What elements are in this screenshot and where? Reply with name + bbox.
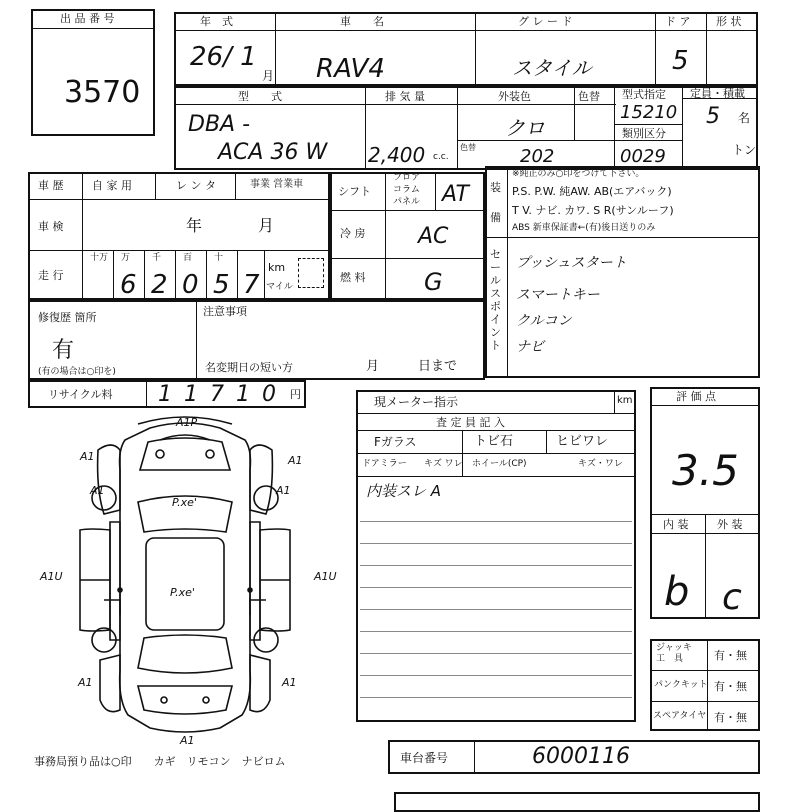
- equipment-note: ※純正のみ○印をつけて下さい。: [512, 169, 645, 179]
- diagram-mark: A1: [276, 484, 291, 497]
- chassis-label: 車台番号: [400, 751, 449, 765]
- exterior-value: クロ: [505, 116, 545, 140]
- recycle-digit: 0: [262, 382, 276, 407]
- color-change-label: 色替: [460, 143, 476, 152]
- model-value-2: ACA 36 W: [218, 140, 328, 165]
- mileage-label: 走 行: [38, 269, 64, 282]
- exterior-value: c: [722, 577, 742, 618]
- history-option-private: 自 家 用: [92, 179, 132, 192]
- notes-label: 注意事項: [203, 305, 247, 318]
- exterior-label: 外装色: [498, 90, 531, 103]
- diagram-mark: A1: [288, 454, 303, 467]
- mileage-unit-1k: 千: [152, 253, 162, 263]
- ac-value: AC: [418, 224, 449, 249]
- interior-label: 内 装: [663, 518, 689, 531]
- meter-label: 現メーター指示: [374, 395, 459, 409]
- fuel-label: 燃 料: [340, 271, 366, 284]
- bottom-box: [394, 792, 760, 812]
- recycle-unit: 円: [290, 388, 301, 401]
- equipment-label: 装 備: [490, 181, 501, 224]
- year-month-unit: 月: [262, 69, 275, 83]
- inspector-remark: 内装スレ A: [366, 482, 442, 500]
- diagram-mark: A1: [80, 450, 95, 463]
- equipment-row-2: T V. ナビ. カワ. S R(サンルーフ): [512, 204, 674, 217]
- mileage-digit: 5: [213, 270, 230, 300]
- lot-number: 3570: [64, 75, 141, 110]
- mileage-digit: 2: [151, 270, 168, 300]
- mileage-digit: 6: [120, 270, 137, 300]
- due-label: 名変期日の短い方: [205, 361, 293, 374]
- inspection-year-unit: 年: [186, 216, 203, 235]
- inspector-label: 査 定 員 記 入: [436, 416, 505, 429]
- mileage-unit-100: 百: [183, 253, 193, 263]
- recycle-digit: 1: [184, 382, 198, 407]
- wheel-label: ホイール(CP): [472, 459, 527, 469]
- doors-value: 5: [672, 46, 689, 76]
- class-label: 類別区分: [622, 127, 666, 140]
- equipment-row-1: P.S. P.W. 純AW. AB(エアバック): [512, 185, 672, 198]
- sales-point: スマートキー: [516, 287, 600, 303]
- tool-puncture-label: パンクキット: [654, 680, 708, 690]
- chassis-value: 6000116: [532, 744, 630, 769]
- history-option-rental: レ ン タ: [176, 179, 216, 192]
- year-value: 26/ 1: [190, 42, 257, 72]
- sales-point: ナビ: [516, 339, 544, 355]
- repair-value: 有: [52, 338, 75, 363]
- mileage-unit-10: 十: [214, 253, 224, 263]
- shape-label: 形 状: [716, 15, 742, 28]
- mile-checkbox: [298, 258, 324, 288]
- shift-value: AT: [442, 182, 469, 207]
- capacity-label: 定員・積載: [690, 87, 745, 100]
- chip-label: トビ石: [474, 434, 514, 449]
- diagram-note: P.xe': [172, 496, 197, 509]
- tool-spare-label: スペアタイヤ: [653, 711, 707, 721]
- meter-unit: km: [617, 395, 633, 406]
- equipment-row-3: ABS 新車保証書←(有)後日送りのみ: [512, 223, 656, 233]
- engine-unit: c.c.: [433, 152, 449, 162]
- diagram-mark: A1: [180, 734, 195, 747]
- grade-label: グ レ ー ド: [518, 15, 573, 28]
- front-glass-label: Fガラス: [374, 435, 417, 449]
- car-label: 車 名: [340, 15, 384, 28]
- crack-label: ヒビワレ: [556, 434, 609, 449]
- model-value-1: DBA -: [188, 112, 251, 137]
- car-diagram: [20, 410, 350, 750]
- due-month: 月: [366, 359, 380, 374]
- mileage-digit: 0: [182, 270, 199, 300]
- tool-jack-label: ジャッキ 工 具: [656, 643, 692, 664]
- diagram-mark: A1P: [176, 416, 198, 429]
- type-spec-label: 型式指定: [622, 88, 666, 101]
- due-day: 日まで: [418, 359, 458, 374]
- grade-value: 3.5: [672, 446, 739, 495]
- grade-label: 評 価 点: [676, 390, 716, 403]
- repair-note: (有の場合は○印を): [38, 367, 116, 377]
- diagram-mark: A1U: [40, 570, 63, 583]
- class-value: 0029: [620, 146, 666, 167]
- recycle-digit: 7: [210, 382, 224, 407]
- diagram-note: P.xe': [170, 586, 195, 599]
- lot-label: 出 品 番 号: [60, 12, 115, 25]
- shift-label: シフト: [338, 185, 371, 198]
- mileage-unit-100k: 十万: [90, 253, 109, 263]
- mirror-label: ドアミラー: [362, 459, 407, 469]
- color-code-value: 202: [520, 146, 555, 167]
- interior-value: b: [664, 569, 690, 615]
- doors-label: ド ア: [665, 15, 691, 28]
- sales-point: クルコン: [516, 313, 572, 329]
- tool-puncture-value: 有・無: [714, 680, 747, 693]
- year-label: 年 式: [200, 15, 233, 28]
- engine-value: 2,400: [368, 143, 426, 167]
- car-name-value: RAV4: [316, 54, 385, 84]
- recycle-label: リサイクル料: [48, 388, 113, 401]
- mileage-digit: 7: [243, 270, 260, 300]
- mileage-km-label: km: [268, 261, 286, 274]
- inspection-label: 車 検: [38, 220, 64, 233]
- diagram-mark: A1: [78, 676, 93, 689]
- tool-jack-value: 有・無: [714, 649, 747, 662]
- diagram-mark: A1U: [314, 570, 337, 583]
- color-swap-header: 色替: [578, 90, 600, 103]
- recycle-digit: 1: [158, 382, 172, 407]
- engine-label: 排 気 量: [385, 90, 425, 103]
- office-note: 事務局預り品は○印 カギ リモコン ナビロム: [34, 755, 286, 768]
- sales-point: プッシュスタート: [516, 255, 627, 271]
- mileage-mile-label: マイル: [266, 282, 293, 292]
- diagram-mark: A1: [282, 676, 297, 689]
- persons-value: 5: [706, 104, 720, 129]
- ton-unit: トン: [732, 143, 757, 157]
- shift-option-panel: パネル: [393, 197, 421, 207]
- fuel-value: G: [424, 268, 443, 296]
- persons-unit: 名: [738, 111, 751, 125]
- wheel-options: キズ・ワレ: [578, 459, 623, 469]
- diagram-mark: A1: [90, 484, 105, 497]
- shift-option-column: コラム: [393, 185, 420, 195]
- exterior-grade-label: 外 装: [717, 518, 743, 531]
- mirror-options: キズ ワレ: [424, 459, 463, 469]
- inspection-month-unit: 月: [258, 216, 275, 235]
- type-spec-value: 15210: [620, 102, 678, 123]
- history-label: 車 歴: [38, 179, 64, 192]
- history-option-business: 事業 営業車: [250, 179, 304, 190]
- repair-label: 修復歴 箇所: [38, 311, 97, 324]
- sales-points-label: セ ー ル ス ポ イ ン ト: [490, 248, 501, 352]
- tool-spare-value: 有・無: [714, 711, 747, 724]
- shift-option-floor: フロア: [393, 173, 421, 183]
- grade-value: スタイル: [512, 56, 592, 80]
- mileage-unit-10k: 万: [121, 253, 131, 263]
- model-label: 型 式: [238, 90, 282, 103]
- ac-label: 冷 房: [340, 227, 366, 240]
- remark-lines: [360, 500, 632, 716]
- recycle-digit: 1: [236, 382, 250, 407]
